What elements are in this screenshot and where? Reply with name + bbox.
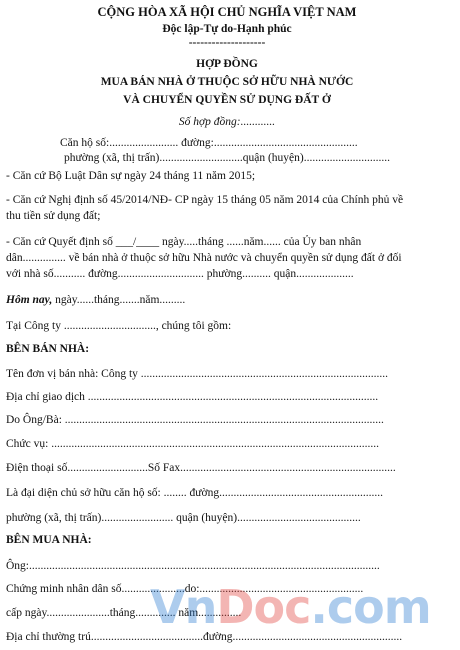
seller-position: Chức vụ: .................................................................................................................. xyxy=(6,438,379,450)
contract-number: Số hợp đồng:............ xyxy=(178,116,276,128)
motto: Độc lập-Tự do-Hạnh phúc xyxy=(162,23,292,35)
today-date: ngày......tháng.......năm......... xyxy=(52,294,186,306)
legal-basis-3-line-3: với nhà số........... đường.............................. phường.......... quận.................... xyxy=(6,268,354,280)
seller-address: Địa chỉ giao dịch ..................................................................................................... xyxy=(6,391,379,403)
legal-basis-2-line-1: - Căn cứ Nghị định số 45/2014/NĐ- CP ngày 15 tháng 05 năm 2014 của Chính phủ về xyxy=(6,194,404,206)
owner-ward-line: phường (xã, thị trấn)......................... quận (huyện)........................................... xyxy=(6,512,361,524)
buyer-heading: BÊN MUA NHÀ: xyxy=(6,534,92,546)
document-subtitle-2: VÀ CHUYỂN QUYỀN SỬ DỤNG ĐẤT Ở xyxy=(123,94,331,106)
ward-line: phường (xã, thị trấn).............................quận (huyện).............................. xyxy=(64,152,390,164)
legal-basis-3-line-2: dân............... về bán nhà ở thuộc sở hữu Nhà nước và chuyển quyền sử dụng đất ở đối xyxy=(6,252,402,264)
apartment-line: Căn hộ số:........................ đường:.................................................. xyxy=(60,137,358,149)
today-line xyxy=(6,294,460,307)
buyer-id-issue-date: cấp ngày......................tháng.............. năm............... xyxy=(6,607,242,619)
heading-divider: -------------------- xyxy=(188,37,266,49)
legal-basis-1: - Căn cứ Bộ Luật Dân sự ngày 24 tháng 11 năm 2015; xyxy=(6,170,256,182)
seller-representative: Do Ông/Bà: ............................................................................................................... xyxy=(6,414,384,426)
legal-basis-2-line-2: thu tiền sử dụng đất; xyxy=(6,210,101,222)
seller-phone-fax: Điện thoại số............................Số Fax........................................................................... xyxy=(6,462,396,474)
vndoc-watermark: VnDoc.com xyxy=(150,580,431,634)
buyer-name: Ông:.......................................................................................................................... xyxy=(6,560,380,572)
owner-representative-line: Là đại diện chủ sở hữu căn hộ số: ........ đường......................................................... xyxy=(6,487,383,499)
buyer-id-number: Chứng minh nhân dân số......................do:......................................................... xyxy=(6,583,364,595)
buyer-address: Địa chỉ thường trú.......................................đường........................................................... xyxy=(6,631,403,643)
country-heading: CỘNG HÒA XÃ HỘI CHỦ NGHĨA VIỆT NAM xyxy=(97,5,357,19)
seller-unit: Tên đơn vị bán nhà: Công ty ...................................................................................... xyxy=(6,368,389,380)
document-subtitle-1: MUA BÁN NHÀ Ở THUỘC SỞ HỮU NHÀ NƯỚC xyxy=(100,76,354,88)
document-title: HỢP ĐỒNG xyxy=(196,58,258,70)
location-line: Tại Công ty ................................, chúng tôi gồm: xyxy=(6,320,232,332)
today-label: Hôm nay, xyxy=(6,294,53,306)
seller-heading: BÊN BÁN NHÀ: xyxy=(6,343,90,355)
legal-basis-3-line-1: - Căn cứ Quyết định số ___/____ ngày.....tháng ......năm...... của Ủy ban nhân xyxy=(6,236,362,248)
